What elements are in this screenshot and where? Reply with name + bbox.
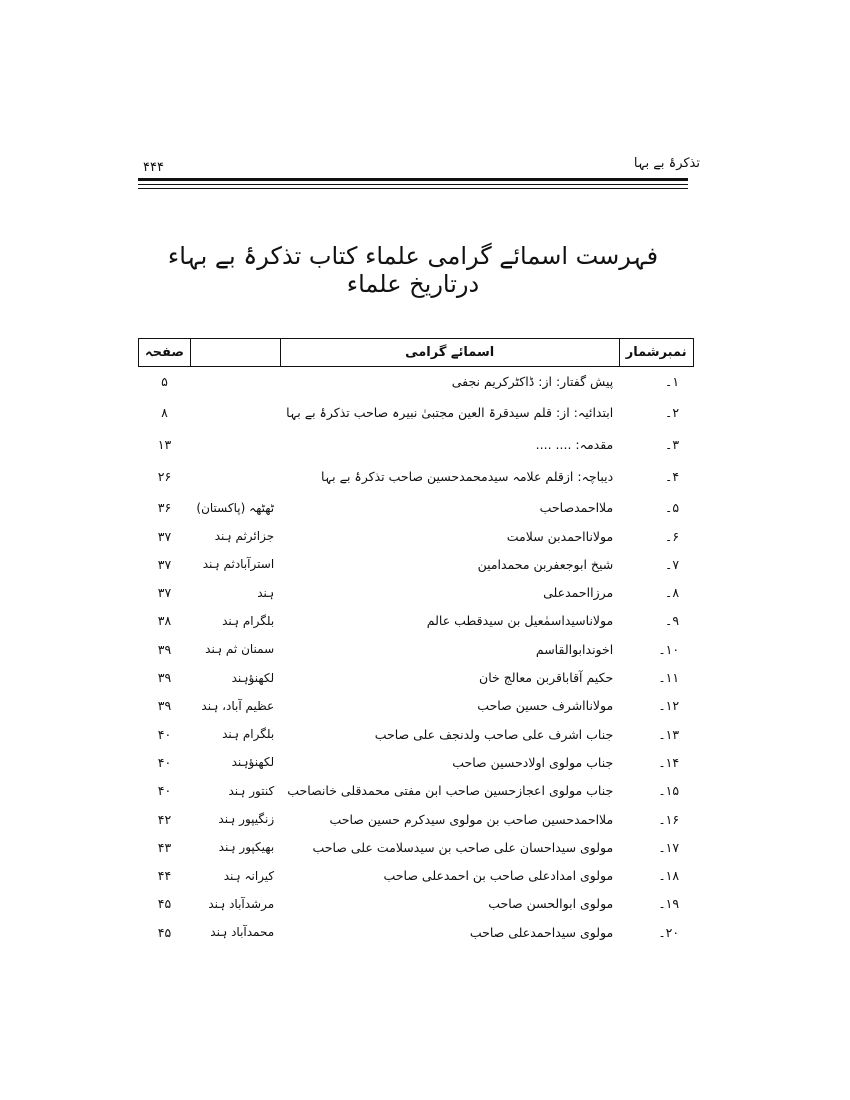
entry-page-number: ۳۹ [157, 698, 172, 714]
entry-name: مولوی سیداحمدعلی صاحب [469, 924, 614, 940]
entry-name: مقدمہ: .... .... [535, 436, 614, 452]
entry-name: حکیم آقاباقربن معالج خان [479, 670, 614, 686]
entry-page-number: ۵ [161, 373, 168, 389]
table-row [139, 748, 694, 776]
entry-name: مولوی سیداحسان علی صاحب بن سیدسلامت علی صاحب [312, 839, 614, 855]
entry-name: شیخ ابوجعفربن محمدامین [477, 556, 614, 572]
entry-place: بھیکپور ہند [218, 840, 275, 855]
entry-place: لکھنؤہند [231, 670, 275, 685]
serial-number: ۱۵۔ [658, 783, 680, 799]
entry-page-number: ۳۷ [157, 528, 172, 544]
entry-name: مرزااحمدعلی [543, 585, 614, 601]
serial-number: ۱۴۔ [658, 754, 680, 770]
table-row [139, 692, 694, 720]
entry-place [190, 459, 280, 494]
names-column-header: اسمائے گرامی [280, 339, 619, 367]
entry-name: جناب مولوی اولادحسین صاحب [452, 754, 614, 770]
serial-number: ۲۰۔ [658, 924, 680, 940]
entry-place [190, 367, 280, 396]
entry-name: مولوی امدادعلی صاحب بن احمدعلی صاحب [383, 868, 614, 884]
serial-number: ۸۔ [665, 585, 680, 601]
entry-name: مولوی ابوالحسن صاحب [488, 896, 614, 912]
entry-place: عظیم آباد، ہند [201, 698, 275, 713]
table-row [139, 805, 694, 833]
entry-place: سمنان ثم ہند [205, 642, 275, 657]
table-row [139, 861, 694, 889]
table-row [139, 918, 694, 946]
table-row [139, 494, 694, 522]
entry-page-number: ۴۲ [157, 811, 172, 827]
serial-number: ۴۔ [665, 468, 680, 484]
entry-place: محمدآباد ہند [210, 925, 275, 940]
serial-number: ۱۳۔ [658, 726, 680, 742]
contents-table [138, 338, 694, 946]
entry-place: ہند [257, 585, 275, 600]
entry-page-number: ۴۰ [157, 726, 172, 742]
table-row [139, 459, 694, 494]
table-header-row [139, 339, 694, 367]
serial-number: ۹۔ [665, 613, 680, 629]
table-row [139, 635, 694, 663]
serial-number: ۷۔ [665, 556, 680, 572]
serial-number: ۳۔ [665, 436, 680, 452]
entry-page-number: ۳۷ [157, 585, 172, 601]
serial-number: ۱۶۔ [658, 811, 680, 827]
table-row [139, 367, 694, 396]
serial-number: ۱۹۔ [658, 896, 680, 912]
entry-page-number: ۱۳ [157, 436, 172, 452]
serial-number: ۱۲۔ [658, 698, 680, 714]
table-row [139, 430, 694, 458]
table-row [139, 607, 694, 635]
entry-place: بلگرام ہند [222, 613, 275, 628]
entry-page-number: ۸ [161, 405, 168, 421]
serial-number: ۱۱۔ [658, 670, 680, 686]
entry-place: ٹھٹھہ (پاکستان) [196, 500, 275, 515]
table-row [139, 395, 694, 430]
entry-page-number: ۴۳ [157, 839, 172, 855]
entry-name: دیباچہ: ازقلم علامہ سیدمحمدحسین صاحب تذکرۂ بے بہا [321, 468, 614, 484]
table-row [139, 522, 694, 550]
table-row [139, 550, 694, 578]
entry-name: جناب اشرف علی صاحب ولدنجف علی صاحب [374, 726, 614, 742]
entry-page-number: ۳۸ [157, 613, 172, 629]
entry-place: بلگرام ہند [222, 727, 275, 742]
serial-number: ۱۰۔ [658, 641, 680, 657]
entry-name: مولاناسیداسمٰعیل بن سیدقطب عالم [426, 613, 614, 629]
table-row [139, 578, 694, 606]
entry-page-number: ۳۷ [157, 556, 172, 572]
entry-place: زنگیپور ہند [218, 812, 275, 826]
serial-number: ۶۔ [665, 528, 680, 544]
entry-name: جناب مولوی اعجازحسین صاحب ابن مفتی محمدقلی خانصاحب [287, 783, 614, 799]
entry-name: مولانااشرف حسین صاحب [477, 698, 614, 714]
entry-name: ملااحمدحسین صاحب بن مولوی سیدکرم حسین صاحب [329, 811, 614, 827]
entry-place: جزائرثم ہند [214, 529, 275, 544]
entry-place: کیرانہ ہند [223, 868, 275, 883]
serial-number: ۲۔ [665, 405, 680, 421]
serial-number: ۱۸۔ [658, 868, 680, 884]
table-row [139, 663, 694, 691]
serial-number: ۱۔ [665, 373, 680, 389]
entry-page-number: ۳۹ [157, 641, 172, 657]
table-row [139, 777, 694, 805]
entry-place: استرآبادثم ہند [202, 557, 275, 572]
table-row [139, 720, 694, 748]
page-column-header: صفحہ [139, 339, 191, 367]
entry-place [190, 430, 280, 458]
entry-name: ابتدائیہ: از: قلم سیدقرۃ العین مجتبیٰ نبیرہ صاحب تذکرۂ بے بہا [286, 405, 614, 421]
entry-page-number: ۳۹ [157, 670, 172, 686]
entry-place: کنتور ہند [228, 783, 275, 798]
page-number: ۴۴۴ [143, 160, 164, 175]
entry-page-number: ۴۵ [157, 896, 172, 912]
serial-number: ۱۷۔ [658, 839, 680, 855]
entry-page-number: ۲۶ [157, 468, 172, 484]
header-rule [138, 178, 688, 189]
entry-page-number: ۳۶ [157, 500, 172, 516]
table-row [139, 833, 694, 861]
place-column-header [190, 339, 280, 367]
entry-name: پیش گفتار: از: ڈاکٹرکریم نجفی [451, 373, 614, 389]
entry-page-number: ۴۵ [157, 924, 172, 940]
entry-page-number: ۴۰ [157, 754, 172, 770]
entry-name: ملااحمدصاحب [539, 500, 614, 516]
entry-name: اخوندابوالقاسم [535, 641, 614, 657]
entry-place: لکھنؤہند [231, 755, 275, 770]
running-title: تذکرۂ بے بہا [633, 156, 700, 171]
entry-place: مرشدآباد ہند [208, 896, 275, 911]
table-row [139, 890, 694, 918]
page-title: فہرست اسمائے گرامی علماء کتاب تذکرۂ بے بہاء درتاریخ علماء [167, 242, 659, 298]
entry-name: مولانااحمدبن سلامت [506, 528, 614, 544]
entry-page-number: ۴۰ [157, 783, 172, 799]
serial-number: ۵۔ [665, 500, 680, 516]
entry-page-number: ۴۴ [157, 868, 172, 884]
serial-column-header: نمبرشمار [619, 339, 693, 367]
table-body [139, 367, 694, 947]
entry-place [190, 395, 280, 430]
